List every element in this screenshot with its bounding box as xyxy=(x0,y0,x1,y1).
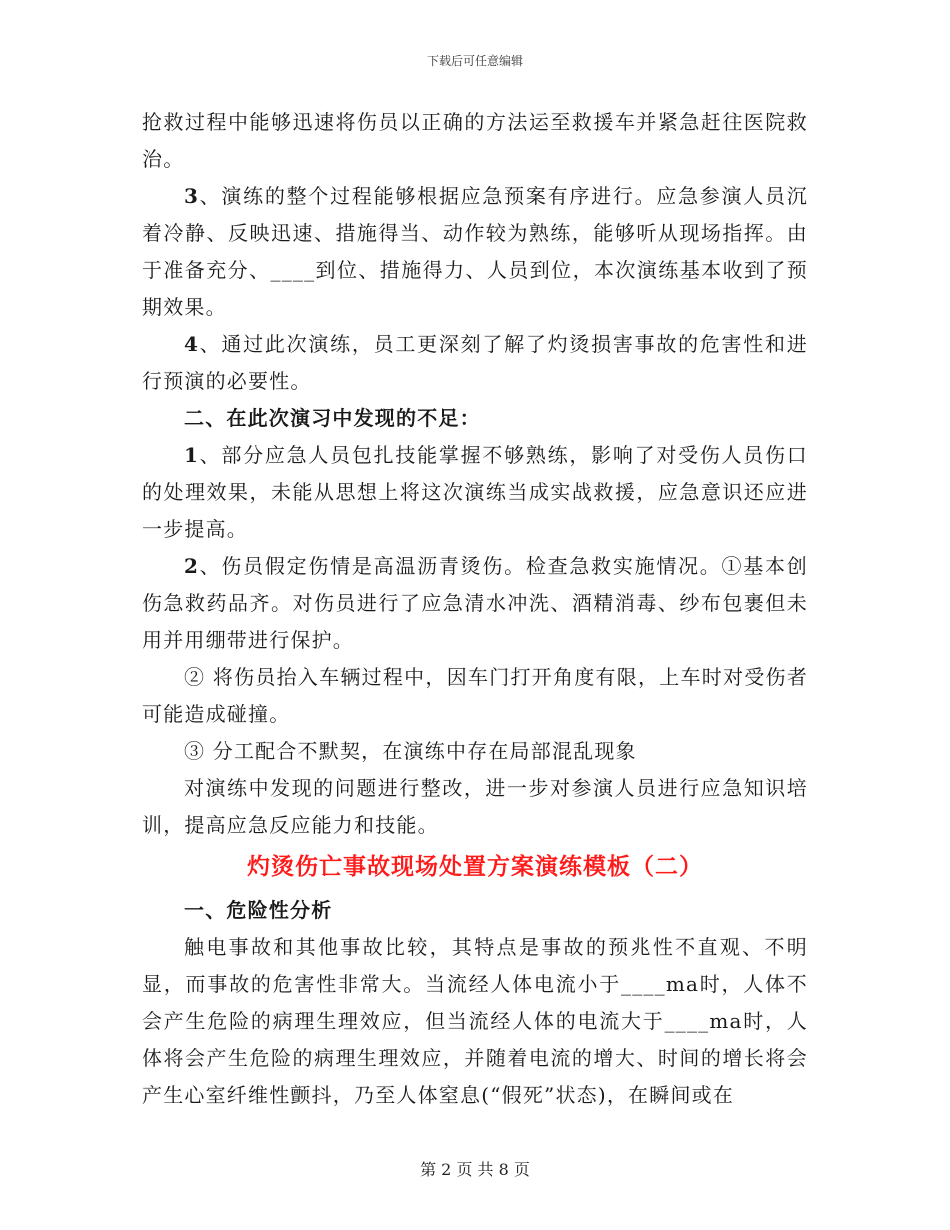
item-text: 、部分应急人员包扎技能掌握不够熟练，影响了对受伤人员伤口的处理效果，未能从思想上将这次演练当成实战救援，应急意识还应进一步提高。 xyxy=(142,443,808,541)
item-number: 2 xyxy=(184,554,200,578)
item-number: 4 xyxy=(184,332,200,356)
paragraph-circled-2: ② 将伤员抬入车辆过程中，因车门打开角度有限，上车时对受伤者可能造成碰撞。 xyxy=(142,665,808,726)
paragraph-rescue: 抢救过程中能够迅速将伤员以正确的方法运至救援车并紧急赶往医院救治。 xyxy=(142,110,808,171)
item-text: 、伤员假定伤情是高温沥青烫伤。检查急救实施情况。①基本创伤急救药品齐。对伤员进行了应急清水冲洗、酒精消毒、纱布包裹但未用并用绷带进行保护。 xyxy=(142,554,808,652)
paragraph-item-4 xyxy=(142,326,808,400)
heading-shortcomings: 二、在此次演习中发现的不足： xyxy=(184,406,481,430)
item-number: 3 xyxy=(184,184,200,208)
item-text: 、通过此次演练，员工更深刻了解了灼烫损害事故的危害性和进行预演的必要性。 xyxy=(142,332,808,393)
item-text: 、演练的整个过程能够根据应急预案有序进行。应急参演人员沉着冷静、反映迅速、措施得当、动作较为熟练，能够听从现场指挥。由于准备充分、____到位、措施得力、人员到位，本次演练基本收到了预期效果。 xyxy=(142,184,808,319)
paragraph-rectification: 对演练中发现的问题进行整改，进一步对参演人员进行应急知识培训，提高应急反应能力和技能。 xyxy=(142,776,808,837)
page-footer: 第 2 页 共 8 页 xyxy=(420,1160,530,1179)
paragraph-item-3 xyxy=(142,178,808,326)
heading-risk-analysis: 一、危险性分析 xyxy=(184,898,333,922)
paragraph-shortcoming-1 xyxy=(142,437,808,548)
paragraph-circled-3: ③ 分工配合不默契，在演练中存在局部混乱现象 xyxy=(184,739,637,763)
page-header: 下载后可任意编辑 xyxy=(426,54,523,68)
paragraph-electric-shock: 触电事故和其他事故比较，其特点是事故的预兆性不直观、不明显，而事故的危害性非常大。当流经人体电流小于____ma时，人体不会产生危险的病理生理效应，但当流经人体的电流大于____ma时，人体将会产生危险的病理生理效应，并随着电流的增大、时间的增长将会产生心室纤维性颤抖，乃至人体窒息(“假死”状态)，在瞬间或在 xyxy=(142,935,808,1107)
document-body xyxy=(142,104,808,1114)
paragraph-shortcoming-2 xyxy=(142,548,808,659)
item-number: 1 xyxy=(184,443,200,467)
section-title: 灼烫伤亡事故现场处置方案演练模板（二） xyxy=(247,853,703,880)
